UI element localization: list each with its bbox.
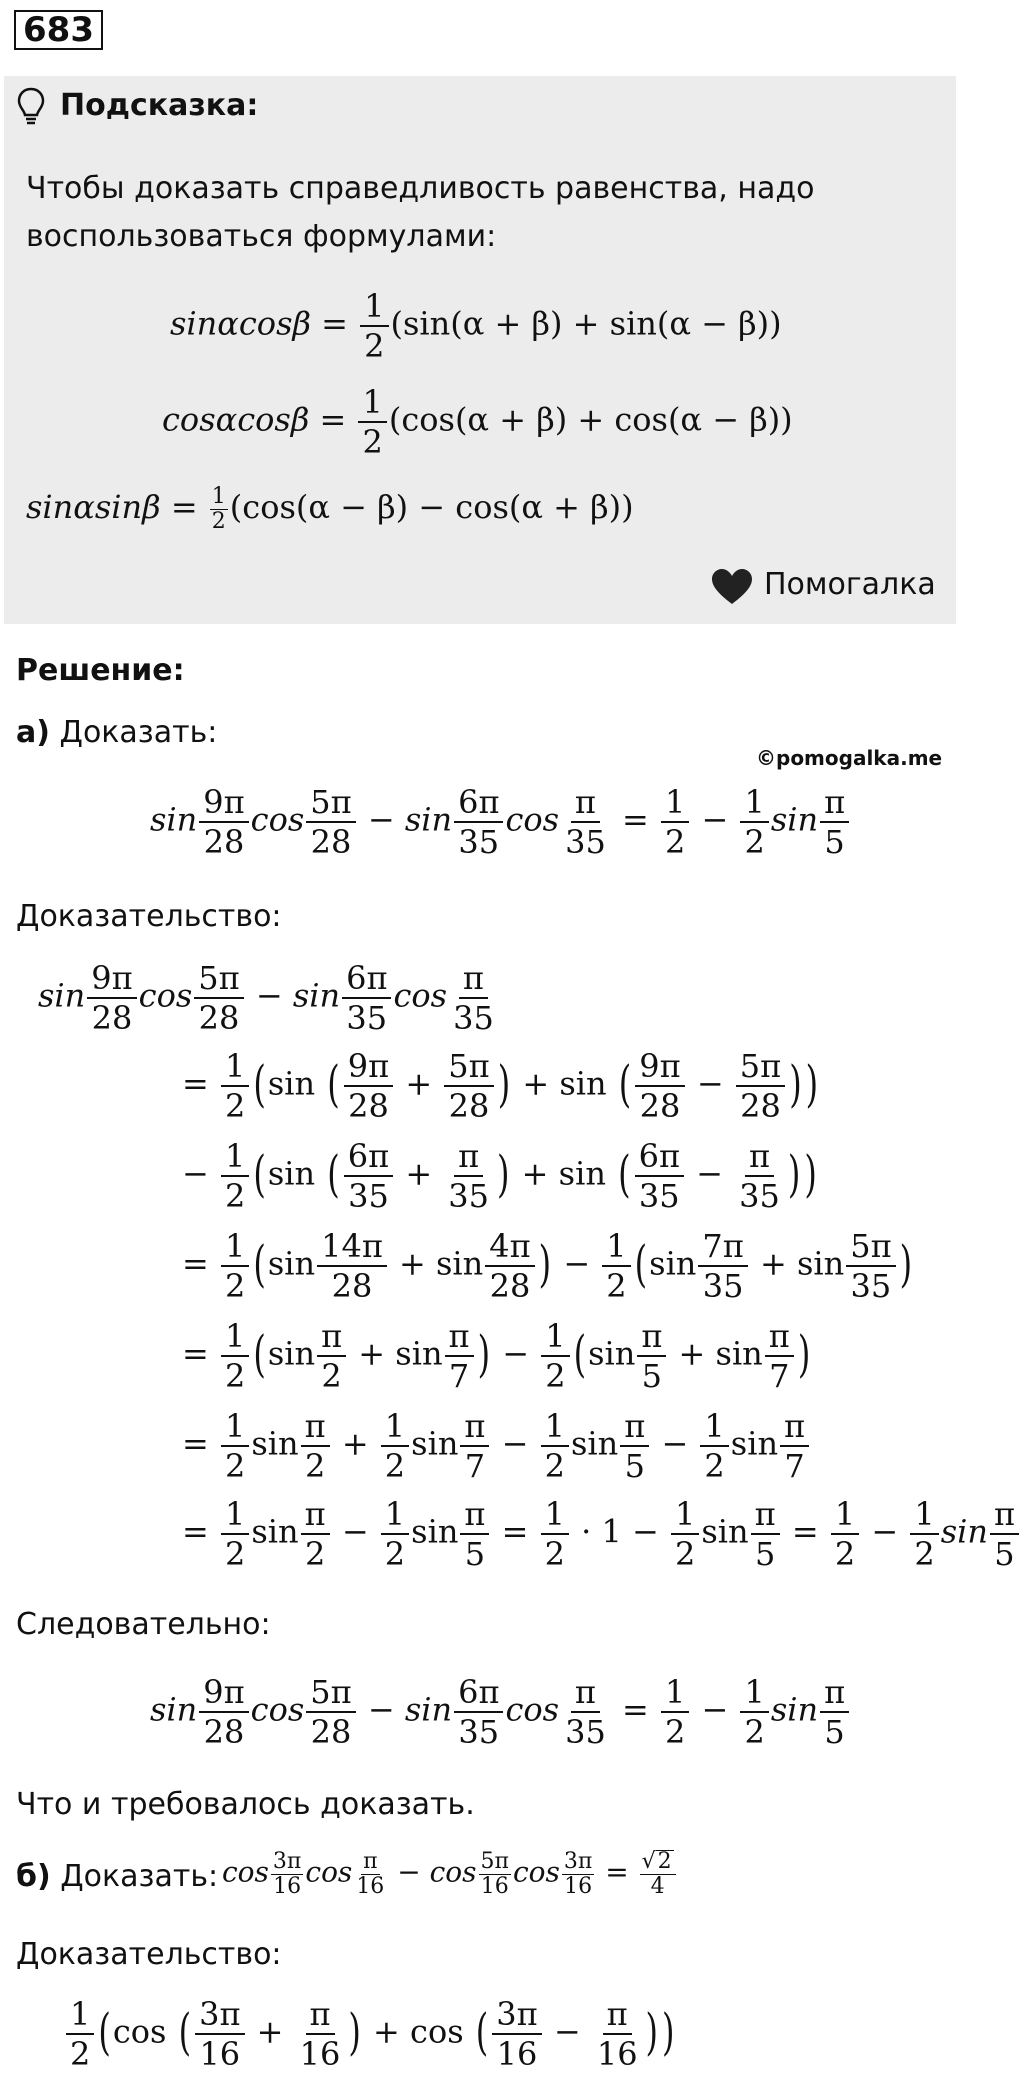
- hint-text: Чтобы доказать справедливость равенства, надо: [26, 171, 815, 206]
- part-a-heading: а) Доказать:: [16, 715, 218, 750]
- proof-line: = $\frac{1}{2}$ sin $\frac{\pi}{2}$ + $\frac{1}{2}$ sin $\frac{\pi}{7}$ − $\frac{1}{2}$ sin $\frac{\pi}{5}$ − $\frac{1}{2}$ sin $\frac{\pi}{7}$: [182, 1410, 811, 1482]
- proof-line: = $\frac{1}{2}$ (sin $\frac{\pi}{2}$ + sin $\frac{\pi}{7}$ ) − $\frac{1}{2}$ (sin $\frac{\pi}{5}$ + sin $\frac{\pi}{7}$ ): [182, 1317, 811, 1395]
- part-b-heading: б) Доказать:: [16, 1859, 219, 1894]
- lightbulb-icon: [16, 86, 46, 132]
- proof-line-b: $\frac{1}{2}$ (cos ( $\frac{3\pi}{16}$ + $\frac{\pi}{16}$ ) + cos ( $\frac{3\pi}{16}$ − $\frac{\pi}{16}$ ) ): [64, 1998, 677, 2070]
- equation-a-statement: sin $\frac{9\pi}{28}$ cos $\frac{5\pi}{28}$ − sin $\frac{6\pi}{35}$ cos $\frac{\pi}{35}$ = $\frac{1}{2}$ − $\frac{1}{2}$ sin $\frac{\pi}{5}$: [150, 786, 851, 858]
- hint-text: воспользоваться формулами:: [26, 219, 497, 254]
- formula-sin-sin: sinαsinβ = $\frac{1}{2}$ (cos(α − β) − cos(α + β)): [26, 484, 634, 534]
- hint-title: Подсказка:: [60, 88, 259, 123]
- formula-sin-cos: sinαcosβ = $\frac{1}{2}$ (sin(α + β) + sin(α − β)): [170, 287, 782, 365]
- brand-label[interactable]: Помогалка: [764, 567, 936, 602]
- proof-label: Доказательство:: [16, 899, 282, 934]
- equation-b-statement: cos $\frac{3\pi}{16}$ cos $\frac{\pi}{16}$ − cos $\frac{5\pi}{16}$ cos $\frac{3\pi}{16}$ = $\frac{√2}{4}$: [222, 1850, 678, 1898]
- heart-icon: [710, 568, 754, 612]
- therefore-label: Следовательно:: [16, 1607, 271, 1642]
- proof-line: = $\frac{1}{2}$ sin $\frac{\pi}{2}$ − $\frac{1}{2}$ sin $\frac{\pi}{5}$ = $\frac{1}{2}$ · 1 − $\frac{1}{2}$ sin $\frac{\pi}{5}$ = $\frac{1}{2}$ − $\frac{1}{2}$ sin $\frac{\pi}{5}$: [182, 1498, 1021, 1570]
- proof-line: = $\frac{1}{2}$ (sin ( $\frac{9\pi}{28}$ + $\frac{5\pi}{28}$ ) + sin ( $\frac{9\pi}{28}$ − $\frac{5\pi}{28}$ ) ): [182, 1047, 819, 1125]
- problem-number: 683: [14, 10, 103, 50]
- proof-label-b: Доказательство:: [16, 1937, 282, 1972]
- proof-line: sin $\frac{9\pi}{28}$ cos $\frac{5\pi}{28}$ − sin $\frac{6\pi}{35}$ cos $\frac{\pi}{35}$: [38, 959, 494, 1037]
- qed-text: Что и требовалось доказать.: [16, 1787, 475, 1822]
- formula-cos-cos: cosαcosβ = $\frac{1}{2}$ (cos(α + β) + cos(α − β)): [162, 383, 793, 461]
- watermark: ©pomogalka.me: [756, 746, 943, 770]
- equation-a-conclusion: sin $\frac{9\pi}{28}$ cos $\frac{5\pi}{28}$ − sin $\frac{6\pi}{35}$ cos $\frac{\pi}{35}$ = $\frac{1}{2}$ − $\frac{1}{2}$ sin $\frac{\pi}{5}$: [150, 1676, 851, 1748]
- solution-title: Решение:: [16, 653, 185, 688]
- proof-line: − $\frac{1}{2}$ (sin ( $\frac{6\pi}{35}$ + $\frac{\pi}{35}$ ) + sin ( $\frac{6\pi}{35}$ − $\frac{\pi}{35}$ ) ): [182, 1137, 817, 1215]
- proof-line: = $\frac{1}{2}$ (sin $\frac{14\pi}{28}$ + sin $\frac{4\pi}{28}$ ) − $\frac{1}{2}$ (sin $\frac{7\pi}{35}$ + sin $\frac{5\pi}{35}$ ): [182, 1227, 913, 1305]
